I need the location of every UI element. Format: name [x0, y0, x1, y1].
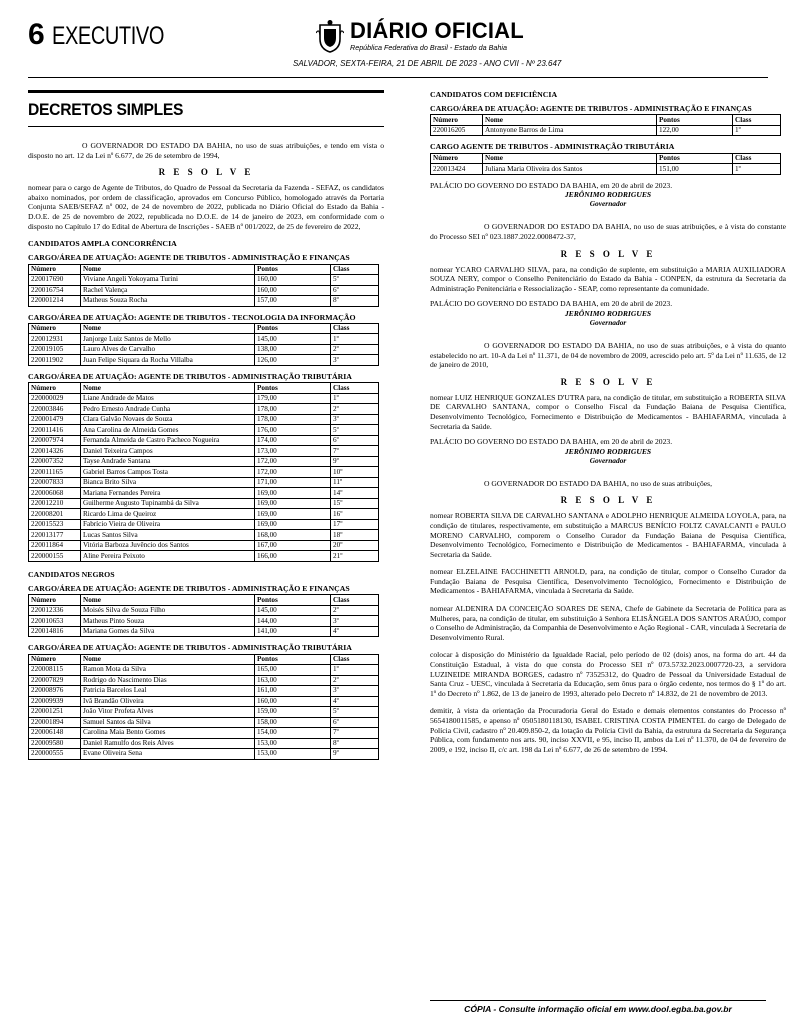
table-row [29, 686, 379, 697]
page-header [28, 14, 768, 74]
resolve-heading: R E S O L V E [560, 495, 656, 506]
column-header-pts: Pontos [255, 654, 331, 665]
section-bar [28, 90, 384, 93]
column-header-name: Nome [483, 153, 657, 164]
column-header-cls: Class [733, 115, 781, 126]
cell-num: 220016205 [431, 125, 483, 136]
cell-name: Rodrigo do Nascimento Dias [81, 675, 255, 686]
cell-num: 220013424 [431, 164, 483, 175]
area-heading: CARGO/ÁREA DE ATUAÇÃO: AGENTE DE TRIBUTOS - ADMINISTRAÇÃO E FINANÇAS [430, 104, 752, 113]
cell-num: 220011165 [29, 467, 81, 478]
palace-line: PALÁCIO DO GOVERNO DO ESTADO DA BAHIA, em 20 de abril de 2023. [430, 437, 673, 447]
footer-copy-notice: CÓPIA - Consulte informação oficial em www.dool.egba.ba.gov.br [464, 1004, 732, 1014]
table-row [431, 164, 781, 175]
cell-cls: 7º [331, 728, 379, 739]
cell-cls: 8º [331, 738, 379, 749]
column-header-pts: Pontos [255, 264, 331, 275]
cell-num: 220006148 [29, 728, 81, 739]
cell-name: Samuel Santos da Silva [81, 717, 255, 728]
cell-pts: 172,00 [255, 467, 331, 478]
decree-intro: O GOVERNADOR DO ESTADO DA BAHIA, no uso de suas atribuições, e tendo em vista o disposto no art. 12 da Lei nº 6.677, de 26 de setembro de 1994, [28, 141, 384, 160]
cell-name: Matheus Souza Rocha [81, 296, 255, 307]
cell-name: Daniel Teixeira Campos [81, 446, 255, 457]
table-row [29, 435, 379, 446]
cell-num: 220009580 [29, 738, 81, 749]
decree-text: nomear ELZELAINE FACCHINETTI ARNOLD, para, na condição de titular, compor o Conselho Curador da Fundação Baiana de Pesquisa Científica, Desenvolvimento Tecnológico, Fornecimento e Distribuição de Medicamentos - BAHIAFARMA, vinculada à Secretaria da Saúde. [430, 567, 786, 596]
paper-subtitle: República Federativa do Brasil - Estado da Bahia [350, 43, 508, 52]
cell-cls: 9º [331, 456, 379, 467]
cell-cls: 6º [331, 435, 379, 446]
cell-name: Antonyone Barros de Lima [483, 125, 657, 136]
cell-pts: 173,00 [255, 446, 331, 457]
table-row [29, 696, 379, 707]
cell-pts: 151,00 [657, 164, 733, 175]
cell-num: 220007833 [29, 477, 81, 488]
cell-num: 220006068 [29, 488, 81, 499]
column-header-num: Número [29, 383, 81, 394]
cell-pts: 138,00 [255, 344, 331, 355]
column-header-name: Nome [81, 323, 255, 334]
cell-name: Fabrício Vieira de Oliveira [81, 519, 255, 530]
cell-cls: 2º [331, 675, 379, 686]
cell-pts: 141,00 [255, 626, 331, 637]
coat-of-arms-icon [316, 19, 344, 53]
cell-name: Aline Pereira Peixoto [81, 551, 255, 562]
column-header-num: Número [29, 595, 81, 606]
cell-cls: 5º [331, 707, 379, 718]
table-row [29, 285, 379, 296]
column-header-pts: Pontos [255, 323, 331, 334]
cell-num: 220019105 [29, 344, 81, 355]
candidates-table [28, 323, 379, 366]
cell-name: Clara Galvão Novaes de Souza [81, 414, 255, 425]
table-row [29, 665, 379, 676]
table-row [29, 275, 379, 286]
cell-pts: 166,00 [255, 551, 331, 562]
cell-num: 220014816 [29, 626, 81, 637]
cell-cls: 6º [331, 285, 379, 296]
cell-num: 220000155 [29, 551, 81, 562]
cell-name: Vitória Barboza Juvêncio dos Santos [81, 540, 255, 551]
cell-pts: 163,00 [255, 675, 331, 686]
cell-cls: 3º [331, 616, 379, 627]
candidates-table [430, 114, 781, 136]
cell-name: Viviane Angeli Yokoyama Turini [81, 275, 255, 286]
table-header-row [29, 654, 379, 665]
table-row [29, 477, 379, 488]
cell-pts: 144,00 [255, 616, 331, 627]
cell-name: Ramon Mota da Silva [81, 665, 255, 676]
cell-cls: 1º [331, 393, 379, 404]
cell-cls: 5º [331, 425, 379, 436]
table-row [29, 509, 379, 520]
cell-pts: 178,00 [255, 414, 331, 425]
candidates-table [28, 594, 379, 637]
header-divider [28, 77, 768, 78]
cell-num: 220000029 [29, 393, 81, 404]
cell-pts: 160,00 [255, 275, 331, 286]
cell-pts: 165,00 [255, 665, 331, 676]
cell-num: 220007974 [29, 435, 81, 446]
cell-name: Patricia Barcelos Leal [81, 686, 255, 697]
area-heading: CARGO/ÁREA DE ATUAÇÃO: AGENTE DE TRIBUTOS - ADMINISTRAÇÃO TRIBUTÁRIA [28, 371, 352, 381]
cell-pts: 161,00 [255, 686, 331, 697]
table-row [431, 125, 781, 136]
signer-name: JERÔNIMO RODRIGUES [564, 190, 652, 200]
cell-name: Rachel Valença [81, 285, 255, 296]
cell-num: 220011864 [29, 540, 81, 551]
right-column [430, 90, 786, 754]
section-number: 6 [28, 18, 45, 51]
cell-num: 220001214 [29, 296, 81, 307]
cell-num: 220003846 [29, 404, 81, 415]
cell-name: Juliana Maria Oliveira dos Santos [483, 164, 657, 175]
cell-pts: 153,00 [255, 738, 331, 749]
cell-pts: 178,00 [255, 404, 331, 415]
signer-name: JERÔNIMO RODRIGUES [564, 446, 652, 456]
cell-pts: 145,00 [255, 334, 331, 345]
candidates-heading: CANDIDATOS AMPLA CONCORRÊNCIA [28, 239, 177, 249]
cell-name: Matheus Pinto Souza [81, 616, 255, 627]
cell-name: Ivã Brandão Oliveira [81, 696, 255, 707]
cell-name: Mariana Gomes da Silva [81, 626, 255, 637]
cell-num: 220011416 [29, 425, 81, 436]
cell-cls: 3º [331, 414, 379, 425]
column-header-name: Nome [81, 383, 255, 394]
table-row [29, 519, 379, 530]
table-header-row [29, 323, 379, 334]
column-header-cls: Class [331, 323, 379, 334]
cell-cls: 7º [331, 446, 379, 457]
cell-name: Bianca Brito Silva [81, 477, 255, 488]
area-heading: CARGO/ÁREA DE ATUAÇÃO: AGENTE DE TRIBUTOS - ADMINISTRAÇÃO E FINANÇAS [28, 253, 350, 263]
column-header-cls: Class [331, 383, 379, 394]
table-row [29, 605, 379, 616]
decree-text: nomear ROBERTA SILVA DE CARVALHO SANTANA e ADOLPHO HENRIQUE ALMEIDA LOYOLA, para, na condição de titulares, respectivamente, em substituição a MARCUS BENÍCIO FOLTZ CAVALCANTI e PAULO MORENO CARVALHO, comporem o Conselho Curador da Fundação Baiana de Pesquisa Científica, Desenvolvimento Tecnológico, Fornecimento e Distribuição de Medicamentos - BAHIAFARMA, vinculada à Secretaria da Saúde. [430, 511, 786, 559]
decree-text: nomear YCARO CARVALHO SILVA, para, na condição de suplente, em substituição a MARIA AUXILIADORA SOUZA NERY, compor o Conselho Penitenciário do Estado da Bahia - CONPEN, da estrutura da Secretaria da Administração Penitenciária e Ressocialização - SEAP, como representante da comunidade. [430, 264, 786, 293]
decree-text: nomear LUIZ HENRIQUE GONZALES D'UTRA para, na condição de titular, em substituição a ROBERTA SILVA DE CARVALHO SANTANA, compor o Conselho Fiscal da Fundação Baiana de Pesquisa Científica, Desenvolvimento Tecnológico, Fornecimento e Distribuição de Medicamentos - BAHIAFARMA, vinculada à Secretaria da Saúde. [430, 392, 786, 431]
palace-line: PALÁCIO DO GOVERNO DO ESTADO DA BAHIA, em 20 de abril de 2023. [430, 180, 673, 190]
column-header-num: Número [431, 153, 483, 164]
cell-pts: 157,00 [255, 296, 331, 307]
table-row [29, 498, 379, 509]
table-row [29, 467, 379, 478]
table-row [29, 728, 379, 739]
cell-num: 220008201 [29, 509, 81, 520]
cell-num: 220015523 [29, 519, 81, 530]
column-header-pts: Pontos [657, 115, 733, 126]
cell-name: Pedro Ernesto Andrade Cunha [81, 404, 255, 415]
cell-name: Janjorge Luiz Santos de Mello [81, 334, 255, 345]
section-name: EXECUTIVO [52, 22, 164, 50]
dateline: SALVADOR, SEXTA-FEIRA, 21 DE ABRIL DE 2023 - ANO CVII - Nº 23.647 [293, 59, 562, 68]
table-row [29, 425, 379, 436]
resolve-heading: R E S O L V E [158, 167, 254, 178]
cell-pts: 153,00 [255, 749, 331, 760]
cell-name: Guilherme Augusto Tupinambá da Silva [81, 498, 255, 509]
cell-name: João Vitor Profeta Alves [81, 707, 255, 718]
column-header-cls: Class [331, 595, 379, 606]
decree-intro: O GOVERNADOR DO ESTADO DA BAHIA, no uso de suas atribuições, e à vista do quanto estabelecido no art. 10-A da Lei nº 11.371, de 04 de novembro de 2009, acrescido pelo art. 5º da Lei nº 11.635, de 12 de janeiro de 2010, [430, 340, 786, 370]
cell-num: 220017690 [29, 275, 81, 286]
cell-cls: 4º [331, 626, 379, 637]
cell-cls: 8º [331, 296, 379, 307]
column-header-cls: Class [733, 153, 781, 164]
column-header-num: Número [29, 323, 81, 334]
cell-cls: 10º [331, 467, 379, 478]
column-header-pts: Pontos [657, 153, 733, 164]
cell-num: 220014326 [29, 446, 81, 457]
decree-intro: O GOVERNADOR DO ESTADO DA BAHIA, no uso de suas atribuições, e à vista do constante do Processo SEI nº 023.1887.2022.0008472-37, [430, 222, 786, 241]
cell-cls: 9º [331, 749, 379, 760]
cell-cls: 15º [331, 498, 379, 509]
cell-cls: 2º [331, 404, 379, 415]
signer-role: Governador [589, 317, 627, 327]
cell-num: 220007352 [29, 456, 81, 467]
table-header-row [29, 264, 379, 275]
decree-intro: O GOVERNADOR DO ESTADO DA BAHIA, no uso de suas atribuições, [484, 478, 713, 488]
cell-name: Ricardo Lima de Queiroz [81, 509, 255, 520]
table-row [29, 749, 379, 760]
table-row [29, 738, 379, 749]
decree-text: demitir, à vista da orientação da Procuradoria Geral do Estado e demais elementos constantes do Processo nº 5654180011585, e apenso nº 0505180118130, ISABEL CRISTINA COSTA PIMENTEL do cargo de Delegado de Polícia Civil, cadastro nº 20.409.850-2, da lotação da Polícia Civil da Bahia, da estrutura da Secretaria da Segurança Pública, com fundamento nos arts. 90, inciso XXVII, e 95, inciso II, ambos da Lei nº 11.370, de 04 de fevereiro de 2009, e 192, inciso II, c/c art. 198 da Lei nº 6.677, de 26 de setembro de 1994. [430, 706, 786, 754]
cell-name: Ana Carolina de Almeida Gomes [81, 425, 255, 436]
cell-num: 220000555 [29, 749, 81, 760]
cell-cls: 1º [331, 334, 379, 345]
cell-cls: 4º [331, 696, 379, 707]
cell-cls: 3º [331, 355, 379, 366]
signer-name: JERÔNIMO RODRIGUES [564, 308, 652, 318]
table-header-row [431, 115, 781, 126]
table-row [29, 540, 379, 551]
cell-pts: 158,00 [255, 717, 331, 728]
column-header-name: Nome [483, 115, 657, 126]
table-row [29, 616, 379, 627]
decree-text: nomear ALDENIRA DA CONCEIÇÃO SOARES DE SENA, Chefe de Gabinete da Secretaria de Política para as Mulheres, para, na condição de titular, em substituição à Senhora ELISÂNGELA DOS SANTOS ARAÚJO, compor o Conselho de Administração, da Companhia de Desenvolvimento e Ação Regional - CAR, vinculada à Secretaria de Desenvolvimento Rural. [430, 604, 786, 642]
cell-cls: 20º [331, 540, 379, 551]
table-row [29, 355, 379, 366]
footer-divider [430, 1000, 766, 1001]
cell-pts: 174,00 [255, 435, 331, 446]
cell-cls: 3º [331, 686, 379, 697]
table-row [29, 530, 379, 541]
cell-cls: 2º [331, 344, 379, 355]
cell-pts: 160,00 [255, 285, 331, 296]
table-row [29, 414, 379, 425]
cell-name: Daniel Ramulfo dos Reis Alves [81, 738, 255, 749]
column-header-pts: Pontos [255, 383, 331, 394]
area-heading: CARGO AGENTE DE TRIBUTOS - ADMINISTRAÇÃO TRIBUTÁRIA [430, 142, 675, 152]
cell-pts: 122,00 [657, 125, 733, 136]
cell-num: 220008976 [29, 686, 81, 697]
cell-cls: 16º [331, 509, 379, 520]
candidates-table [430, 153, 781, 175]
cell-pts: 176,00 [255, 425, 331, 436]
table-header-row [29, 383, 379, 394]
left-column [28, 90, 384, 766]
cell-num: 220016754 [29, 285, 81, 296]
column-header-cls: Class [331, 654, 379, 665]
cell-name: Mariana Fernandes Pereira [81, 488, 255, 499]
cell-num: 220011902 [29, 355, 81, 366]
cell-name: Lauro Alves de Carvalho [81, 344, 255, 355]
cell-name: Juan Felipe Siquara da Rocha Villalba [81, 355, 255, 366]
cell-cls: 17º [331, 519, 379, 530]
palace-line: PALÁCIO DO GOVERNO DO ESTADO DA BAHIA, em 20 de abril de 2023. [430, 299, 673, 309]
cell-num: 220013177 [29, 530, 81, 541]
cell-num: 220012336 [29, 605, 81, 616]
cell-pts: 154,00 [255, 728, 331, 739]
cell-num: 220001251 [29, 707, 81, 718]
signer-role: Governador [589, 199, 627, 209]
cell-cls: 11º [331, 477, 379, 488]
cell-pts: 172,00 [255, 456, 331, 467]
column-header-cls: Class [331, 264, 379, 275]
cell-num: 220009939 [29, 696, 81, 707]
column-header-name: Nome [81, 595, 255, 606]
section-title: DECRETOS SIMPLES [28, 100, 184, 119]
column-header-num: Número [29, 654, 81, 665]
cell-cls: 14º [331, 488, 379, 499]
decree-text: colocar à disposição do Ministério da Igualdade Racial, pelo período de 02 (dois) anos, na forma do art. 44 da Constituição Estadual, à vista do que consta do Processo SEI nº 073.5732.2023.0007720-23, a servidora LUZINEIDE MIRANDA BORGES, cadastro nº 73525312, do Quadro de Pessoal da Universidade Estadual de Santa Cruz - UESC, vinculada à Secretaria da Educação, sem ônus para o órgão cedente, nos termos do § 1º do art. 1º do Decreto nº 1.862, de 13 de janeiro de 1993, alterado pelo Decreto nº 14.832, de 21 de novembro de 2013. [430, 650, 786, 698]
candidates-table [28, 654, 379, 760]
cell-num: 220012931 [29, 334, 81, 345]
decree-text: nomear para o cargo de Agente de Tributos, do Quadro de Pessoal da Secretaria da Fazenda - SEFAZ, os candidatos abaixo nominados, por ordem de classificação, aprovados em Concurso Público, homologado através da Portaria Conjunta SAEB/SEFAZ nº 002, de 24 de novembro de 2022, publicada no Diário Oficial do Estado da Bahia - D.O.E. de 25 de novembro de 2022, republicada no D.O.E. de 14 de janeiro de 2023, em conformidade com o disposto no Capítulo 17 do Edital de Abertura de Inscrições - SAEB nº 001/2022, de 25 de fevereiro de 2022, [28, 183, 384, 231]
cell-num: 220001894 [29, 717, 81, 728]
resolve-heading: R E S O L V E [560, 376, 656, 387]
table-row [29, 626, 379, 637]
cell-name: Moisés Silva de Souza Filho [81, 605, 255, 616]
area-heading: CARGO/ÁREA DE ATUAÇÃO: AGENTE DE TRIBUTOS - TECNOLOGIA DA INFORMAÇÃO [28, 312, 356, 322]
section-rule [28, 126, 384, 127]
table-row [29, 296, 379, 307]
cell-cls: 1º [733, 125, 781, 136]
cell-pts: 169,00 [255, 509, 331, 520]
cell-name: Carolina Maia Bento Gomes [81, 728, 255, 739]
cell-pts: 145,00 [255, 605, 331, 616]
cell-cls: 1º [733, 164, 781, 175]
cell-pts: 159,00 [255, 707, 331, 718]
resolve-heading: R E S O L V E [560, 248, 656, 259]
table-row [29, 707, 379, 718]
column-header-pts: Pontos [255, 595, 331, 606]
table-row [29, 446, 379, 457]
cell-cls: 6º [331, 717, 379, 728]
column-header-num: Número [29, 264, 81, 275]
candidates-heading: CANDIDATOS NEGROS [28, 569, 115, 579]
cell-pts: 169,00 [255, 519, 331, 530]
column-header-name: Nome [81, 264, 255, 275]
signer-role: Governador [589, 455, 627, 465]
cell-cls: 5º [331, 275, 379, 286]
table-row [29, 675, 379, 686]
cell-num: 220012210 [29, 498, 81, 509]
column-header-num: Número [431, 115, 483, 126]
cell-num: 220007829 [29, 675, 81, 686]
cell-pts: 169,00 [255, 498, 331, 509]
table-row [29, 344, 379, 355]
cell-pts: 171,00 [255, 477, 331, 488]
cell-name: Fernanda Almeida de Castro Pacheco Nogueira [81, 435, 255, 446]
table-row [29, 334, 379, 345]
table-header-row [29, 595, 379, 606]
cell-name: Tayse Andrade Santana [81, 456, 255, 467]
cell-pts: 179,00 [255, 393, 331, 404]
candidates-heading: CANDIDATOS COM DEFICIÊNCIA [430, 90, 558, 99]
candidates-table [28, 382, 379, 562]
cell-pts: 160,00 [255, 696, 331, 707]
cell-name: Liane Andrade de Matos [81, 393, 255, 404]
cell-pts: 126,00 [255, 355, 331, 366]
table-row [29, 717, 379, 728]
cell-cls: 1º [331, 665, 379, 676]
table-row [29, 393, 379, 404]
cell-name: Lucas Santos Silva [81, 530, 255, 541]
table-row [29, 456, 379, 467]
cell-pts: 169,00 [255, 488, 331, 499]
column-header-name: Nome [81, 654, 255, 665]
table-row [29, 551, 379, 562]
cell-name: Gabriel Barros Campos Tosta [81, 467, 255, 478]
cell-num: 220008115 [29, 665, 81, 676]
cell-cls: 2º [331, 605, 379, 616]
cell-num: 220001479 [29, 414, 81, 425]
paper-name: DIÁRIO OFICIAL [350, 18, 524, 43]
cell-pts: 167,00 [255, 540, 331, 551]
cell-pts: 168,00 [255, 530, 331, 541]
cell-name: Evane Oliveira Sena [81, 749, 255, 760]
table-row [29, 404, 379, 415]
cell-cls: 18º [331, 530, 379, 541]
table-header-row [431, 153, 781, 164]
area-heading: CARGO/ÁREA DE ATUAÇÃO: AGENTE DE TRIBUTOS - ADMINISTRAÇÃO TRIBUTÁRIA [28, 643, 352, 653]
cell-cls: 21º [331, 551, 379, 562]
area-heading: CARGO/ÁREA DE ATUAÇÃO: AGENTE DE TRIBUTOS - ADMINISTRAÇÃO E FINANÇAS [28, 583, 350, 593]
table-row [29, 488, 379, 499]
cell-num: 220010653 [29, 616, 81, 627]
candidates-table [28, 264, 379, 307]
